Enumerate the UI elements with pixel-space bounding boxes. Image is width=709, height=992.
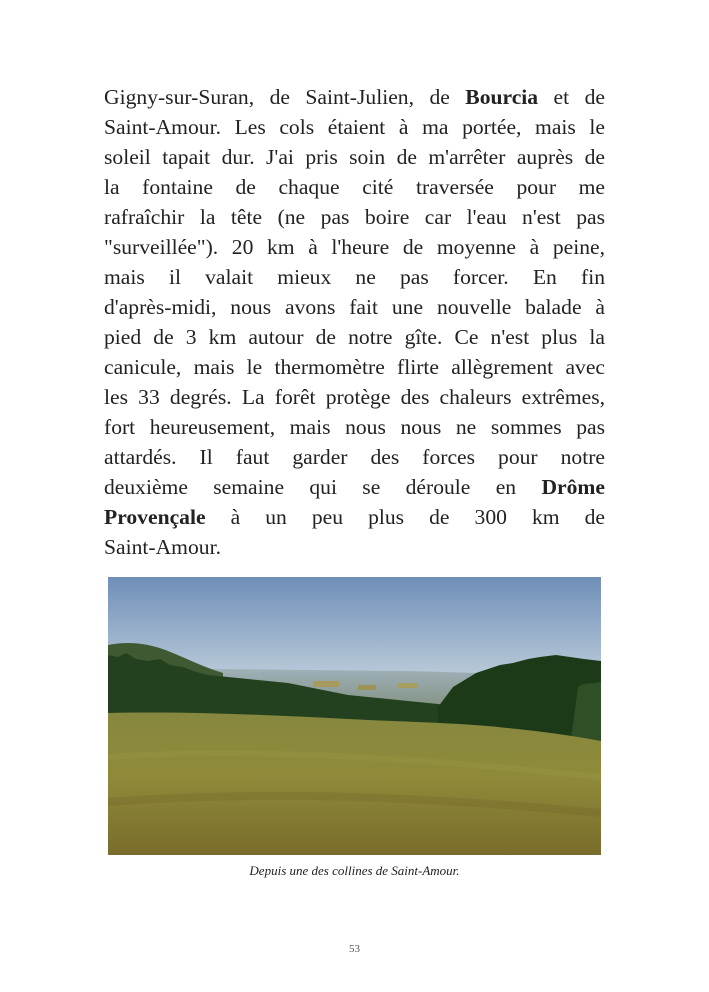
text-line	[104, 202, 605, 232]
body-paragraph	[104, 82, 605, 562]
grass-field	[108, 712, 601, 855]
bold-place-name: Drôme	[541, 475, 605, 499]
bold-place-name: Bourcia	[465, 85, 539, 109]
text-run: "surveillée"). 20 km à l'heure de moyenne à peine,	[104, 235, 605, 259]
valley-field-patch	[313, 681, 339, 687]
text-run: et de	[538, 85, 605, 109]
text-run: attardés. Il faut garder des forces pour notre	[104, 445, 605, 469]
text-line	[104, 502, 605, 532]
bold-place-name: Provençale	[104, 505, 206, 529]
text-run: à un peu plus de 300 km de	[205, 505, 605, 529]
text-run: pied de 3 km autour de notre gîte. Ce n'est plus la	[104, 325, 605, 349]
text-run: les 33 degrés. La forêt protège des chaleurs extrêmes,	[104, 385, 605, 409]
text-line	[104, 382, 605, 412]
landscape-photo	[108, 577, 601, 855]
text-run: la fontaine de chaque cité traversée pour me	[104, 175, 605, 199]
page-number: 53	[349, 943, 360, 955]
valley-field-patch	[358, 685, 376, 690]
text-line	[104, 232, 605, 262]
text-line	[104, 262, 605, 292]
text-line	[104, 472, 605, 502]
text-run: Gigny-sur-Suran, de Saint-Julien, de	[104, 85, 466, 109]
text-line	[104, 82, 605, 112]
text-run: fort heureusement, mais nous nous ne sommes pas	[104, 415, 605, 439]
landscape-photo-drawing	[108, 577, 601, 855]
text-run: Saint-Amour. Les cols étaient à ma portée, mais le	[104, 115, 605, 139]
valley-field-patch	[398, 683, 418, 688]
text-run: rafraîchir la tête (ne pas boire car l'eau n'est pas	[104, 205, 605, 229]
text-run: soleil tapait dur. J'ai pris soin de m'arrêter auprès de	[104, 145, 605, 169]
text-line	[104, 172, 605, 202]
text-run: mais il valait mieux ne pas forcer. En fin	[104, 265, 605, 289]
text-run: Saint-Amour.	[104, 535, 221, 559]
text-run: deuxième semaine qui se déroule en	[104, 475, 542, 499]
text-line	[104, 322, 605, 352]
text-line	[104, 142, 605, 172]
text-line	[104, 112, 605, 142]
text-line	[104, 292, 605, 322]
text-line	[104, 352, 605, 382]
photo-caption: Depuis une des collines de Saint-Amour.	[249, 863, 460, 878]
text-run: canicule, mais le thermomètre flirte allègrement avec	[104, 355, 605, 379]
text-run: d'après-midi, nous avons fait une nouvelle balade à	[104, 295, 605, 319]
text-line	[104, 412, 605, 442]
text-line	[104, 532, 605, 562]
text-line	[104, 442, 605, 472]
